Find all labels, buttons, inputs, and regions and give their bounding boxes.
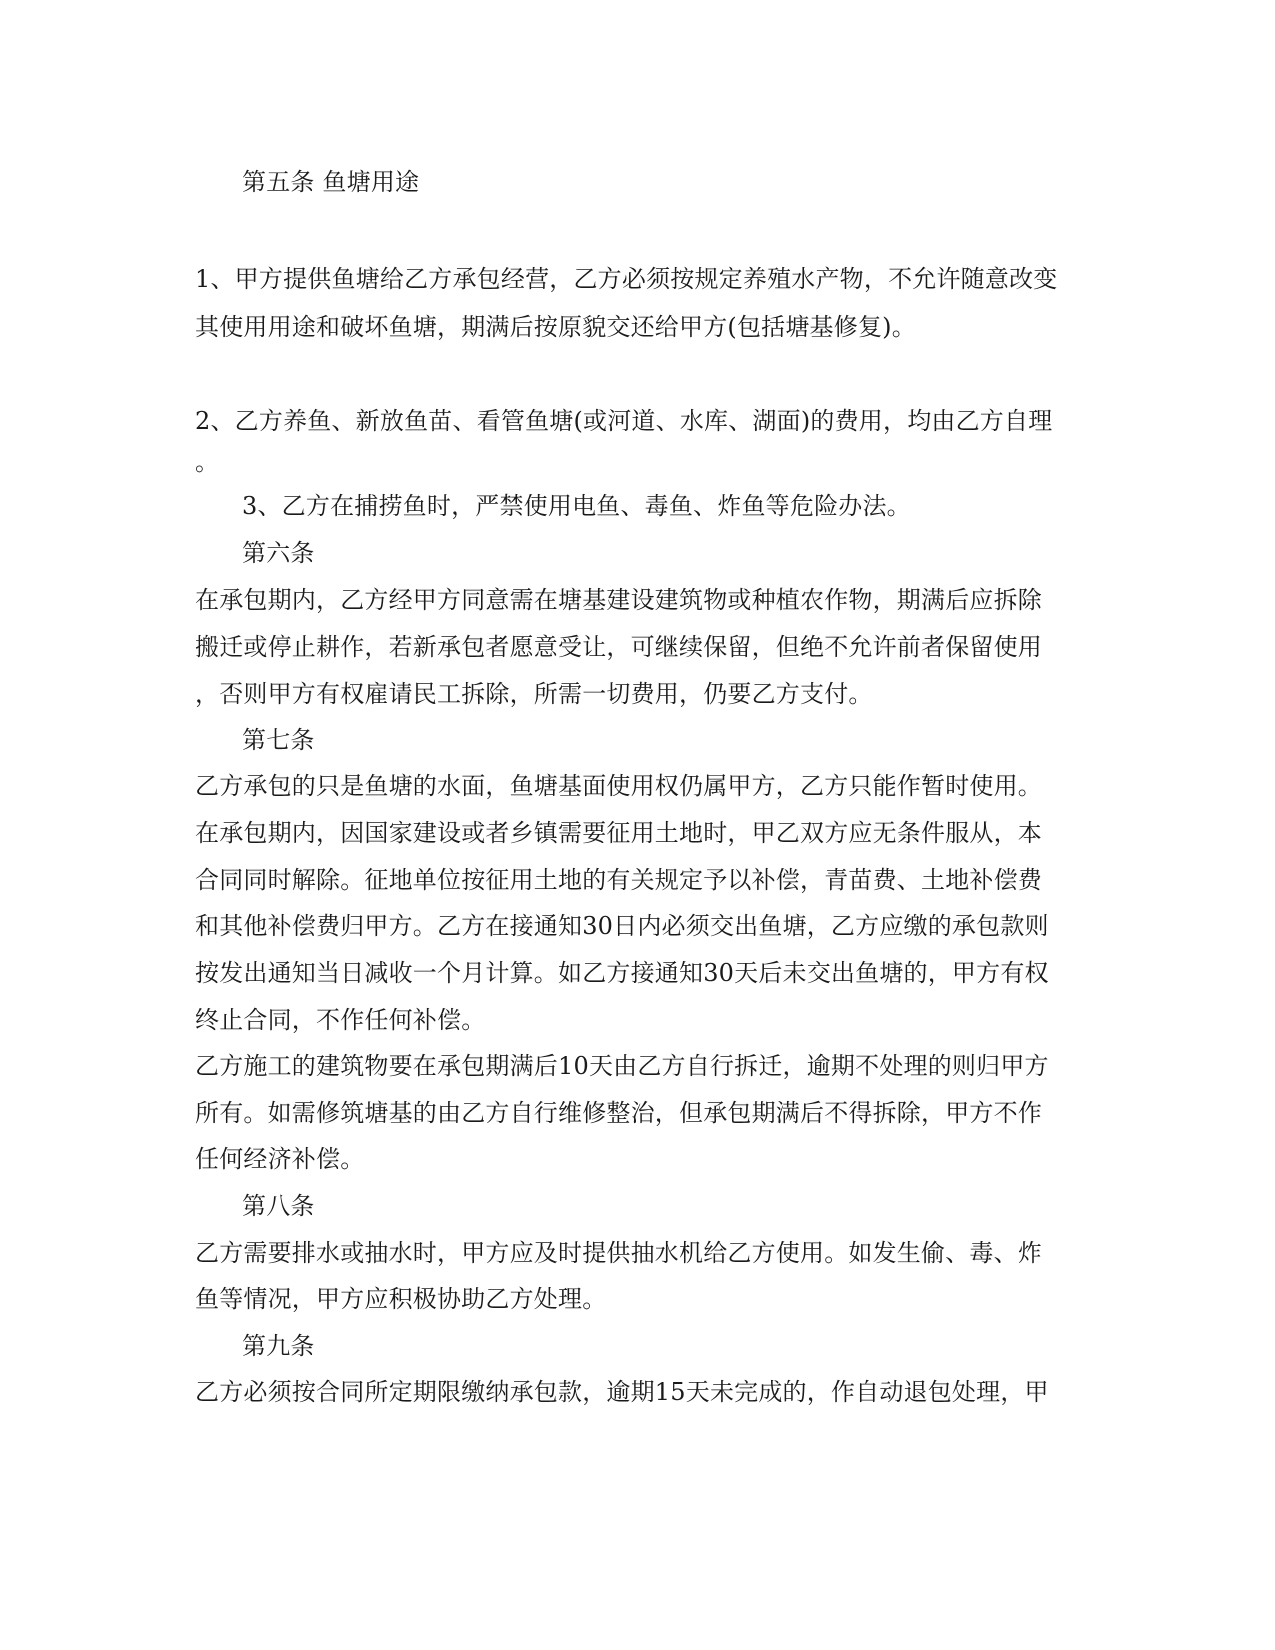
article8-line2: 鱼等情况，甲方应积极协助乙方处理。 [195,1285,607,1313]
article5-item3: 3、乙方在捕捞鱼时，严禁使用电鱼、毒鱼、炸鱼等危险办法。 [242,492,911,520]
article6-line3: ，否则甲方有权雇请民工拆除，所需一切费用，仍要乙方支付。 [195,680,873,708]
article7-line6: 终止合同，不作任何补偿。 [195,1006,486,1034]
article5-item1-line2: 其使用用途和破坏鱼塘，期满后按原貌交还给甲方(包括塘基修复)。 [195,313,916,341]
article7-line7: 乙方施工的建筑物要在承包期满后10天由乙方自行拆迁，逾期不处理的则归甲方 [195,1052,1049,1080]
article5-item2-line1: 2、乙方养鱼、新放鱼苗、看管鱼塘(或河道、水库、湖面)的费用，均由乙方自理 [195,407,1053,435]
article7-line2: 在承包期内，因国家建设或者乡镇需要征用土地时，甲乙双方应无条件服从，本 [195,819,1042,847]
article5-item2-line2: 。 [195,448,220,476]
article5-heading: 第五条 鱼塘用途 [242,168,420,196]
article8-heading: 第八条 [242,1192,315,1220]
article7-line8: 所有。如需修筑塘基的由乙方自行维修整治，但承包期满后不得拆除，甲方不作 [195,1099,1042,1127]
article6-line2: 搬迁或停止耕作，若新承包者愿意受让，可继续保留，但绝不允许前者保留使用 [195,633,1042,661]
article7-line5: 按发出通知当日减收一个月计算。如乙方接通知30天后未交出鱼塘的，甲方有权 [195,959,1049,987]
article7-heading: 第七条 [242,726,315,754]
article7-line9: 任何经济补偿。 [195,1145,365,1173]
article6-line1: 在承包期内，乙方经甲方同意需在塘基建设建筑物或种植农作物，期满后应拆除 [195,586,1042,614]
article7-line4: 和其他补偿费归甲方。乙方在接通知30日内必须交出鱼塘，乙方应缴的承包款则 [195,912,1049,940]
article9-line1: 乙方必须按合同所定期限缴纳承包款，逾期15天未完成的，作自动退包处理，甲 [195,1378,1049,1406]
article8-line1: 乙方需要排水或抽水时，甲方应及时提供抽水机给乙方使用。如发生偷、毒、炸 [195,1239,1042,1267]
article7-line3: 合同同时解除。征地单位按征用土地的有关规定予以补偿，青苗费、土地补偿费 [195,866,1042,894]
article6-heading: 第六条 [242,539,315,567]
article9-heading: 第九条 [242,1332,315,1360]
article7-line1: 乙方承包的只是鱼塘的水面，鱼塘基面使用权仍属甲方，乙方只能作暂时使用。 [195,772,1042,800]
article5-item1-line1: 1、甲方提供鱼塘给乙方承包经营，乙方必须按规定养殖水产物，不允许随意改变 [195,265,1058,293]
